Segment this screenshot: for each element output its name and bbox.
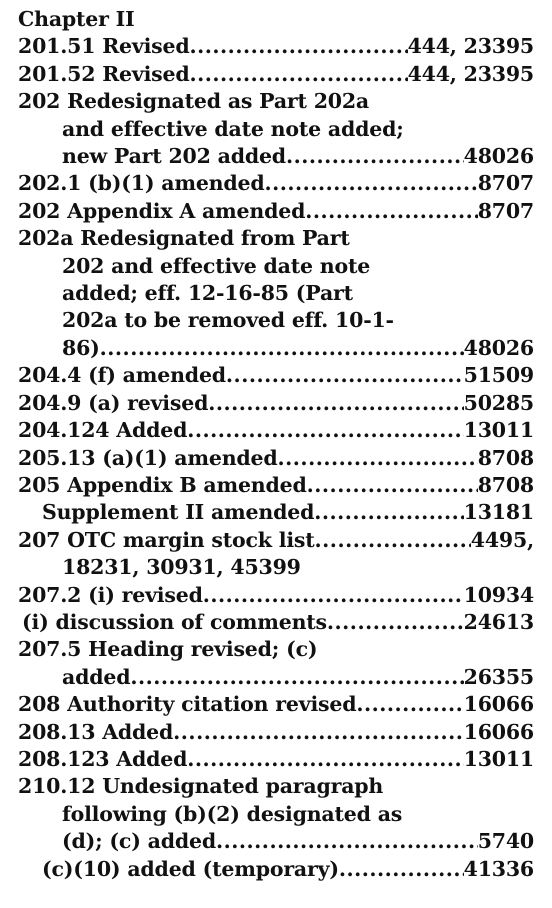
index-entry — [18, 335, 534, 362]
entry-line: 207.5 Heading revised; (c) — [18, 637, 318, 662]
entry-label: 202 Appendix A amended — [18, 198, 306, 223]
leader-dots — [327, 609, 464, 636]
entry-label: 201.52 Revised — [18, 61, 190, 86]
index-entry — [18, 445, 534, 472]
leader-dots — [100, 335, 464, 362]
leader-dots — [339, 856, 464, 883]
index-entry — [18, 417, 534, 444]
page-ref: 13011 — [463, 746, 534, 771]
index-entry — [18, 33, 534, 60]
leader-dots — [190, 61, 408, 88]
entry-line: 202a to be removed eff. 10-1- — [62, 308, 394, 333]
entry-line: 18231, 30931, 45399 — [62, 555, 301, 580]
entry-line: following (b)(2) designated as — [62, 801, 403, 826]
entry-label: 207.2 (i) revised — [18, 582, 203, 607]
entry-label: 204.124 Added — [18, 418, 188, 443]
entry-label: (d); (c) added — [62, 829, 216, 854]
entry-label: 201.51 Revised — [18, 34, 190, 59]
page-ref: 8707 — [477, 171, 534, 196]
index-entry — [18, 719, 534, 746]
index-entry — [18, 746, 534, 773]
page-ref: 13181 — [463, 500, 534, 525]
leader-dots — [187, 746, 463, 773]
page-ref: 16066 — [463, 719, 534, 744]
page-ref: 26355 — [463, 664, 534, 689]
page-ref: 16066 — [463, 692, 534, 717]
index-entry — [18, 61, 534, 88]
entry-label: 208.123 Added — [18, 746, 188, 771]
leader-dots — [208, 390, 463, 417]
page-ref: 51509 — [463, 363, 534, 388]
leader-dots — [278, 445, 478, 472]
index-entry — [18, 362, 534, 389]
entry-label: (i) discussion of comments — [22, 609, 327, 634]
entry-label: 204.9 (a) revised — [18, 390, 209, 415]
page-ref: 8708 — [477, 445, 534, 470]
leader-dots — [190, 33, 408, 60]
entry-line: 202 Redesignated as Part 202a — [18, 89, 370, 114]
entry-line: added; eff. 12-16-85 (Part — [62, 281, 353, 306]
entry-line: and effective date note added; — [62, 116, 404, 141]
page-ref: 10934 — [463, 582, 534, 607]
index-entry — [18, 527, 534, 554]
entry-label: Supplement II amended — [42, 500, 315, 525]
index-entry — [18, 390, 534, 417]
page-ref: 4495, — [470, 527, 534, 552]
page-ref: 48026 — [463, 144, 534, 169]
leader-dots — [265, 170, 478, 197]
index-entry — [18, 664, 534, 691]
leader-dots — [187, 417, 463, 444]
chapter-heading: Chapter II — [18, 7, 135, 31]
entry-label: 208 Authority citation revised — [18, 692, 357, 717]
entry-line: 210.12 Undesignated paragraph — [18, 774, 384, 799]
leader-dots — [226, 362, 464, 389]
entry-label: 205 Appendix B amended — [18, 472, 307, 497]
entry-label: (c)(10) added (temporary) — [42, 856, 339, 881]
page-ref: 48026 — [463, 335, 534, 360]
page-ref: 444, 23395 — [407, 61, 534, 86]
entry-line: 202 and effective date note — [62, 253, 371, 278]
page-ref: 41336 — [463, 856, 534, 881]
entry-label: added — [62, 664, 131, 689]
leader-dots — [286, 143, 464, 170]
cfr-index-page — [18, 6, 534, 883]
index-entry — [18, 499, 534, 526]
index-entry — [18, 582, 534, 609]
leader-dots — [130, 664, 463, 691]
leader-dots — [203, 582, 464, 609]
entry-label: new Part 202 added — [62, 144, 286, 169]
index-entry — [18, 170, 534, 197]
leader-dots — [314, 499, 463, 526]
index-entry — [18, 198, 534, 225]
index-entry — [18, 828, 534, 855]
page-ref: 8708 — [477, 472, 534, 497]
leader-dots — [307, 472, 478, 499]
page-ref: 24613 — [463, 609, 534, 634]
entry-label: 86) — [62, 335, 100, 360]
entry-line: 202a Redesignated from Part — [18, 226, 350, 251]
leader-dots — [216, 828, 478, 855]
entry-label: 204.4 (f) amended — [18, 363, 226, 388]
page-ref: 50285 — [463, 390, 534, 415]
index-entry — [18, 143, 534, 170]
page-ref: 5740 — [477, 829, 534, 854]
index-entry — [18, 691, 534, 718]
leader-dots — [315, 527, 471, 554]
leader-dots — [173, 719, 464, 746]
index-entry — [18, 472, 534, 499]
entry-label: 205.13 (a)(1) amended — [18, 445, 278, 470]
index-entry — [18, 609, 534, 636]
entry-label: 202.1 (b)(1) amended — [18, 171, 265, 196]
page-ref: 8707 — [477, 198, 534, 223]
entry-label: 207 OTC margin stock list — [18, 527, 315, 552]
entry-label: 208.13 Added — [18, 719, 174, 744]
page-ref: 13011 — [463, 418, 534, 443]
leader-dots — [356, 691, 463, 718]
leader-dots — [305, 198, 478, 225]
page-ref: 444, 23395 — [407, 34, 534, 59]
index-entry — [18, 856, 534, 883]
